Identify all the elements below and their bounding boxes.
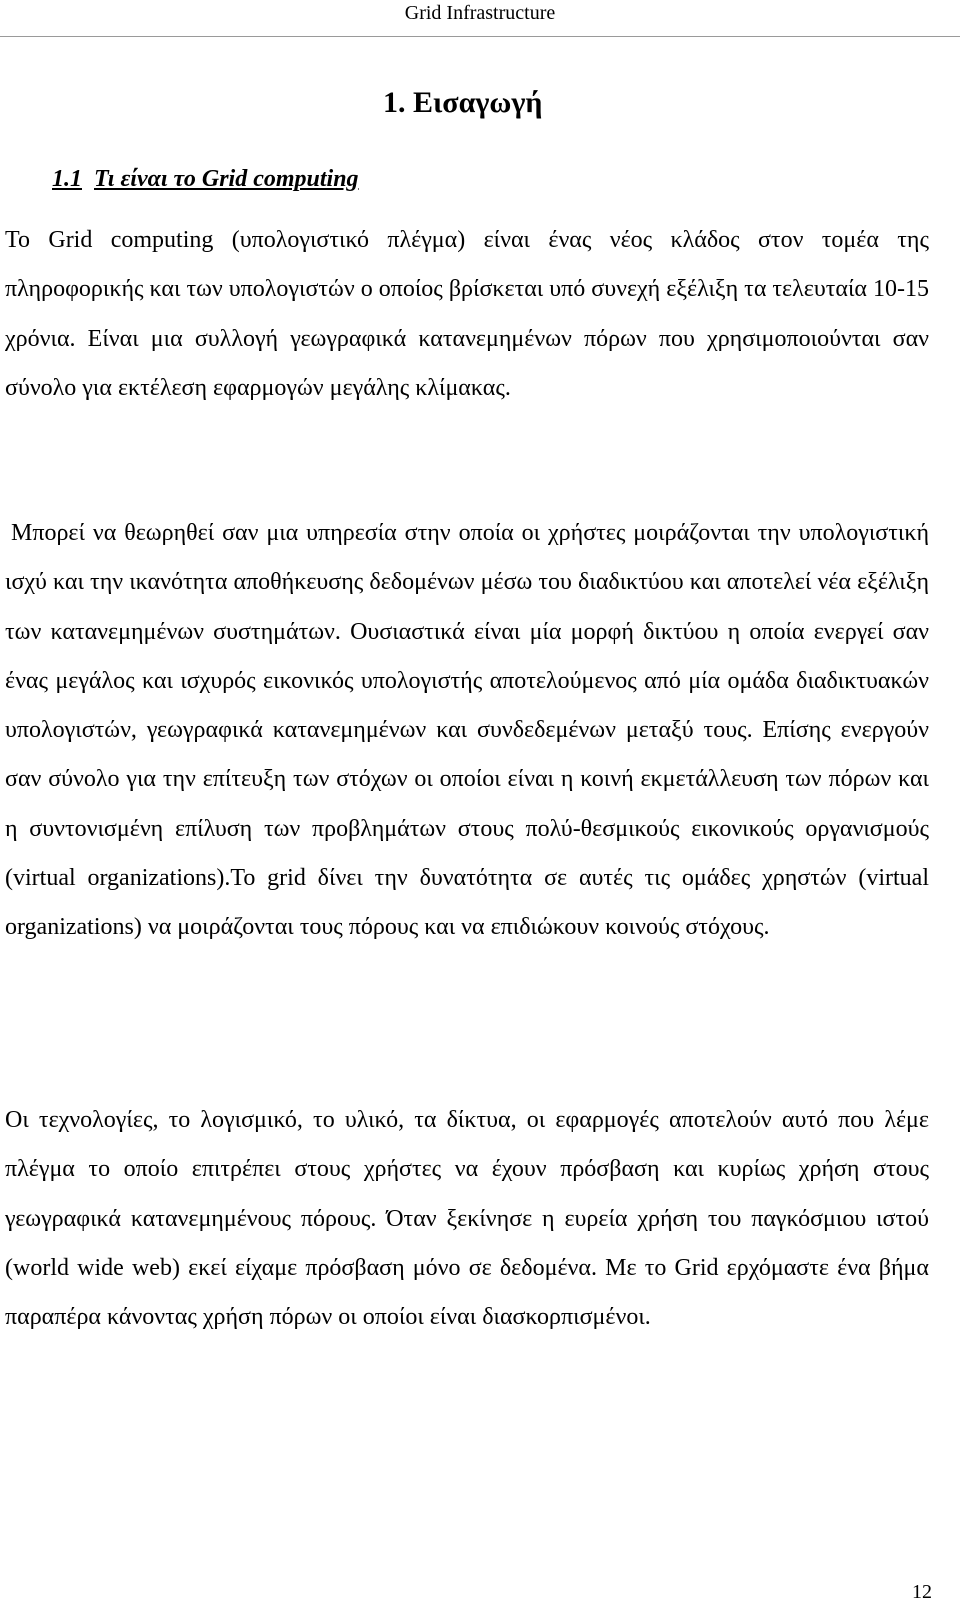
chapter-title: 1. Εισαγωγή	[383, 86, 543, 119]
section-title-text: Τι είναι το Grid computing	[94, 166, 359, 192]
section-heading	[52, 163, 359, 195]
section-number: 1.1	[52, 166, 82, 192]
running-header: Grid Infrastructure	[404, 2, 556, 24]
body-paragraph-3: Οι τεχνολογίες, το λογισμικό, το υλικό, τα δίκτυα, οι εφαρμογές αποτελούν αυτό που λέμε πλέγμα το οποίο επιτρέπει στους χρήστες να έχουν πρόσβαση και κυρίως χρήση στους γεωγραφικά κατανεμημένους πόρους. Όταν ξεκίνησε η ευρεία χρήση του παγκόσμιου ιστού (world wide web) εκεί είχαμε πρόσβαση μόνο σε δεδομένα. Με το Grid ερχόμαστε ένα βήμα παραπέρα κάνοντας χρήση πόρων οι οποίοι είναι διασκορπισμένοι.	[5, 1107, 929, 1331]
header-divider	[0, 36, 960, 37]
body-paragraph-1: Το Grid computing (υπολογιστικό πλέγμα) είναι ένας νέος κλάδος στον τομέα της πληροφορικής και των υπολογιστών ο οποίος βρίσκεται υπό συνεχή εξέλιξη τα τελευταία 10-15 χρόνια. Είναι μια συλλογή γεωγραφικά κατανεμημένων πόρων που χρησιμοποιούνται σαν σύνολο για εκτέλεση εφαρμογών μεγάλης κλίμακας.	[5, 227, 929, 401]
body-paragraph-2: Μπορεί να θεωρηθεί σαν μια υπηρεσία στην οποία οι χρήστες μοιράζονται την υπολογιστική ισχύ και την ικανότητα αποθήκευσης δεδομένων μέσω του διαδικτύου και αποτελεί νέα εξέλιξη των κατανεμημένων συστημάτων. Ουσιαστικά είναι μία μορφή δικτύου η οποία ενεργεί σαν ένας μεγάλος και ισχυρός εικονικός υπολογιστής αποτελούμενος από μία ομάδα διαδικτυακών υπολογιστών, γεωγραφικά κατανεμημένων και συνδεδεμένων μεταξύ τους. Επίσης ενεργούν σαν σύνολο για την επίτευξη των στόχων οι οποίοι είναι η κοινή εκμετάλλευση των πόρων και η συντονισμένη επίλυση των προβλημάτων στους πολύ-θεσμικούς εικονικούς οργανισμούς (virtual organizations).Το grid δίνει την δυνατότητα σε αυτές τις ομάδες χρηστών (virtual organizations) να μοιράζονται τους πόρους και να επιδιώκουν κοινούς στόχους.	[5, 520, 929, 941]
page-number: 12	[912, 1581, 932, 1603]
